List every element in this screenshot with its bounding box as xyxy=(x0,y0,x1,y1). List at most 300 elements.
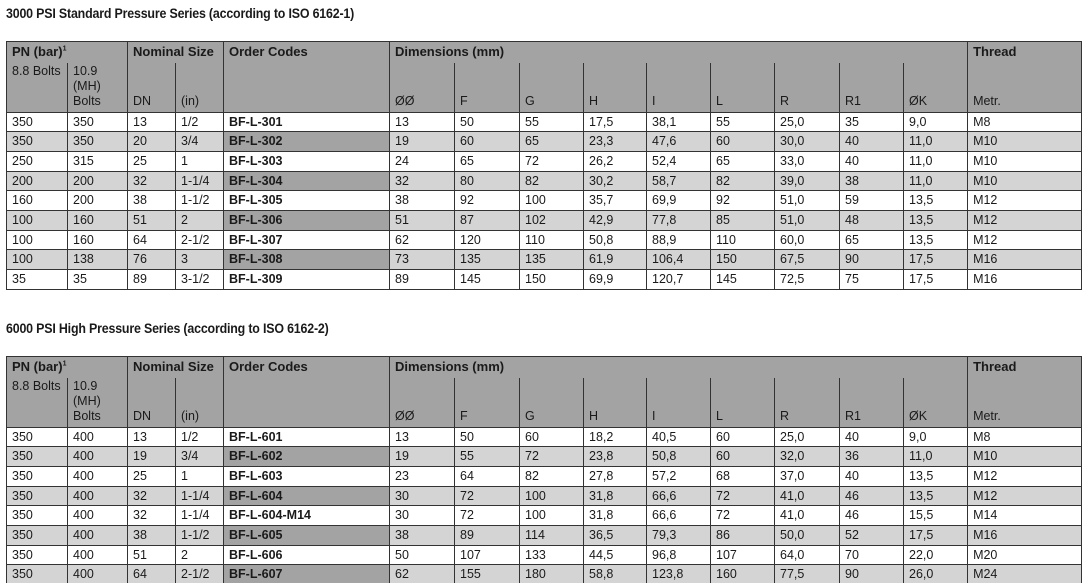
pn-8-8-cell: 250 xyxy=(7,151,68,171)
dim-i-cell: 40,5 xyxy=(647,427,711,447)
order-code-cell: BF-L-301 xyxy=(224,112,390,132)
inch-cell: 2 xyxy=(176,210,224,230)
dim-i-cell: 106,4 xyxy=(647,250,711,270)
dn-cell: 19 xyxy=(128,447,176,467)
dim-h-cell: 17,5 xyxy=(584,112,647,132)
dim-ok-cell: 9,0 xyxy=(904,112,968,132)
dim-f-cell: 60 xyxy=(455,132,520,152)
dim-r1-cell: 46 xyxy=(840,506,904,526)
pn-8-8-cell: 350 xyxy=(7,132,68,152)
dim-f-cell: 87 xyxy=(455,210,520,230)
dim-r1-cell: 52 xyxy=(840,525,904,545)
dn-cell: 64 xyxy=(128,565,176,583)
dim-r1-cell: 40 xyxy=(840,132,904,152)
inch-cell: 2-1/2 xyxy=(176,230,224,250)
table-row xyxy=(7,466,1082,486)
dim-l-header: L xyxy=(711,378,775,428)
thread-cell: M12 xyxy=(968,210,1082,230)
dim-l-cell: 72 xyxy=(711,506,775,526)
dim-h-cell: 61,9 xyxy=(584,250,647,270)
dim-r1-cell: 40 xyxy=(840,427,904,447)
dim-h-cell: 18,2 xyxy=(584,427,647,447)
dim-r-cell: 50,0 xyxy=(775,525,840,545)
dim-r-cell: 39,0 xyxy=(775,171,840,191)
dim-ok-cell: 9,0 xyxy=(904,427,968,447)
dim-f-cell: 155 xyxy=(455,565,520,583)
dim-l-cell: 60 xyxy=(711,427,775,447)
dn-cell: 51 xyxy=(128,210,176,230)
thread-cell: M8 xyxy=(968,112,1082,132)
order-codes-header: Order Codes xyxy=(224,42,390,113)
dim-i-cell: 77,8 xyxy=(647,210,711,230)
dim-h-cell: 27,8 xyxy=(584,466,647,486)
dim-o0-cell: 50 xyxy=(390,545,455,565)
dim-o0-cell: 62 xyxy=(390,565,455,583)
thread-cell: M12 xyxy=(968,230,1082,250)
inch-cell: 1/2 xyxy=(176,427,224,447)
order-code-cell: BF-L-604 xyxy=(224,486,390,506)
dim-ok-cell: 17,5 xyxy=(904,270,968,290)
dim-o0-cell: 30 xyxy=(390,486,455,506)
pn-10-9-cell: 350 xyxy=(68,132,128,152)
dim-o0-cell: 23 xyxy=(390,466,455,486)
dim-o0-header: ØØ xyxy=(390,378,455,428)
dim-i-cell: 38,1 xyxy=(647,112,711,132)
table-row xyxy=(7,112,1082,132)
nominal-size-header: Nominal Size xyxy=(128,357,224,378)
thread-cell: M16 xyxy=(968,525,1082,545)
dim-i-cell: 120,7 xyxy=(647,270,711,290)
inch-cell: 3/4 xyxy=(176,132,224,152)
dim-ok-header: ØK xyxy=(904,63,968,113)
dim-h-cell: 31,8 xyxy=(584,486,647,506)
thread-cell: M14 xyxy=(968,506,1082,526)
thread-metr-header: Metr. xyxy=(968,63,1082,113)
dim-ok-cell: 13,5 xyxy=(904,230,968,250)
dim-l-cell: 145 xyxy=(711,270,775,290)
bolts-8-8-header: 8.8 Bolts xyxy=(7,63,68,113)
pn-8-8-cell: 350 xyxy=(7,506,68,526)
dim-r1-cell: 59 xyxy=(840,191,904,211)
dim-g-cell: 135 xyxy=(520,250,584,270)
dim-ok-header: ØK xyxy=(904,378,968,428)
table-row xyxy=(7,447,1082,467)
dim-o0-cell: 38 xyxy=(390,191,455,211)
pn-header: PN (bar)$^1$ xyxy=(7,42,128,63)
dim-ok-cell: 13,5 xyxy=(904,191,968,211)
dim-r1-cell: 46 xyxy=(840,486,904,506)
pn-8-8-cell: 350 xyxy=(7,112,68,132)
pn-10-9-cell: 138 xyxy=(68,250,128,270)
dn-header: DN xyxy=(128,63,176,113)
nominal-size-header: Nominal Size xyxy=(128,42,224,63)
dim-o0-cell: 19 xyxy=(390,447,455,467)
dim-r1-cell: 75 xyxy=(840,270,904,290)
table-row xyxy=(7,506,1082,526)
dim-r1-cell: 65 xyxy=(840,230,904,250)
table-row xyxy=(7,545,1082,565)
pn-10-9-cell: 400 xyxy=(68,565,128,583)
dimensions-header: Dimensions (mm) xyxy=(390,357,968,378)
dim-r1-cell: 40 xyxy=(840,466,904,486)
dim-r1-cell: 90 xyxy=(840,250,904,270)
dim-f-cell: 80 xyxy=(455,171,520,191)
pn-8-8-cell: 350 xyxy=(7,447,68,467)
inch-cell: 2 xyxy=(176,545,224,565)
pn-10-9-cell: 400 xyxy=(68,486,128,506)
dim-g-cell: 100 xyxy=(520,191,584,211)
bolts-10-9-header: 10.9 (MH) Bolts xyxy=(68,63,128,113)
dim-r-cell: 37,0 xyxy=(775,466,840,486)
order-code-cell: BF-L-302 xyxy=(224,132,390,152)
section-title-standard-pressure: 3000 PSI Standard Pressure Series (according to ISO 6162-1) xyxy=(6,6,355,21)
pn-10-9-cell: 400 xyxy=(68,506,128,526)
dn-cell: 32 xyxy=(128,171,176,191)
dim-ok-cell: 13,5 xyxy=(904,486,968,506)
dim-ok-cell: 11,0 xyxy=(904,151,968,171)
dim-r1-cell: 38 xyxy=(840,171,904,191)
dim-g-cell: 82 xyxy=(520,171,584,191)
dim-ok-cell: 13,5 xyxy=(904,466,968,486)
thread-metr-header: Metr. xyxy=(968,378,1082,428)
pn-8-8-cell: 160 xyxy=(7,191,68,211)
dim-g-cell: 150 xyxy=(520,270,584,290)
dim-h-header: H xyxy=(584,63,647,113)
dim-r-cell: 33,0 xyxy=(775,151,840,171)
dim-r-cell: 41,0 xyxy=(775,506,840,526)
dim-f-cell: 92 xyxy=(455,191,520,211)
table-row xyxy=(7,210,1082,230)
pn-10-9-cell: 35 xyxy=(68,270,128,290)
order-code-cell: BF-L-307 xyxy=(224,230,390,250)
dim-i-cell: 47,6 xyxy=(647,132,711,152)
inch-cell: 1-1/2 xyxy=(176,191,224,211)
dim-l-cell: 92 xyxy=(711,191,775,211)
dim-i-cell: 52,4 xyxy=(647,151,711,171)
dim-h-cell: 58,8 xyxy=(584,565,647,583)
dim-r-cell: 67,5 xyxy=(775,250,840,270)
dim-l-cell: 107 xyxy=(711,545,775,565)
dim-g-header: G xyxy=(520,378,584,428)
pn-8-8-cell: 100 xyxy=(7,250,68,270)
dim-ok-cell: 22,0 xyxy=(904,545,968,565)
dim-o0-cell: 73 xyxy=(390,250,455,270)
dim-i-cell: 96,8 xyxy=(647,545,711,565)
dn-cell: 25 xyxy=(128,151,176,171)
pn-10-9-cell: 200 xyxy=(68,191,128,211)
dim-ok-cell: 13,5 xyxy=(904,210,968,230)
dim-l-cell: 55 xyxy=(711,112,775,132)
pn-10-9-cell: 160 xyxy=(68,210,128,230)
table-row xyxy=(7,171,1082,191)
pn-10-9-cell: 400 xyxy=(68,545,128,565)
dim-o0-cell: 62 xyxy=(390,230,455,250)
dim-h-cell: 30,2 xyxy=(584,171,647,191)
thread-cell: M10 xyxy=(968,171,1082,191)
table-row xyxy=(7,525,1082,545)
dim-f-cell: 72 xyxy=(455,506,520,526)
dim-f-header: F xyxy=(455,378,520,428)
dim-o0-cell: 38 xyxy=(390,525,455,545)
dim-g-cell: 100 xyxy=(520,486,584,506)
dim-l-cell: 72 xyxy=(711,486,775,506)
inch-cell: 1-1/4 xyxy=(176,486,224,506)
thread-header: Thread xyxy=(968,42,1082,63)
order-code-cell: BF-L-305 xyxy=(224,191,390,211)
order-code-cell: BF-L-607 xyxy=(224,565,390,583)
dim-i-header: I xyxy=(647,63,711,113)
high-pressure-rows xyxy=(7,427,1082,583)
dim-i-header: I xyxy=(647,378,711,428)
dn-header: DN xyxy=(128,378,176,428)
order-code-cell: BF-L-606 xyxy=(224,545,390,565)
dim-r1-cell: 40 xyxy=(840,151,904,171)
dim-o0-cell: 30 xyxy=(390,506,455,526)
thread-cell: M8 xyxy=(968,427,1082,447)
dim-i-cell: 58,7 xyxy=(647,171,711,191)
pn-8-8-cell: 350 xyxy=(7,486,68,506)
pn-8-8-cell: 350 xyxy=(7,427,68,447)
dim-r-cell: 32,0 xyxy=(775,447,840,467)
dim-h-cell: 35,7 xyxy=(584,191,647,211)
dim-g-cell: 65 xyxy=(520,132,584,152)
order-code-cell: BF-L-308 xyxy=(224,250,390,270)
dim-r-cell: 51,0 xyxy=(775,191,840,211)
dim-i-cell: 66,6 xyxy=(647,506,711,526)
table-row xyxy=(7,132,1082,152)
inch-cell: 3-1/2 xyxy=(176,270,224,290)
inch-cell: 1/2 xyxy=(176,112,224,132)
dn-cell: 32 xyxy=(128,506,176,526)
dim-o0-header: ØØ xyxy=(390,63,455,113)
table-row xyxy=(7,151,1082,171)
dim-h-cell: 69,9 xyxy=(584,270,647,290)
inch-cell: 1-1/2 xyxy=(176,525,224,545)
inch-cell: 3 xyxy=(176,250,224,270)
thread-cell: M20 xyxy=(968,545,1082,565)
inch-cell: 1-1/4 xyxy=(176,506,224,526)
thread-cell: M12 xyxy=(968,486,1082,506)
dim-l-cell: 150 xyxy=(711,250,775,270)
pn-10-9-cell: 400 xyxy=(68,525,128,545)
dim-o0-cell: 19 xyxy=(390,132,455,152)
table-row xyxy=(7,191,1082,211)
pn-8-8-cell: 100 xyxy=(7,230,68,250)
dim-h-cell: 42,9 xyxy=(584,210,647,230)
inch-header: (in) xyxy=(176,378,224,428)
dim-ok-cell: 11,0 xyxy=(904,447,968,467)
dim-f-cell: 50 xyxy=(455,112,520,132)
dn-cell: 25 xyxy=(128,466,176,486)
dim-h-cell: 44,5 xyxy=(584,545,647,565)
order-codes-header: Order Codes xyxy=(224,357,390,428)
inch-cell: 1 xyxy=(176,466,224,486)
thread-cell: M10 xyxy=(968,151,1082,171)
pn-8-8-cell: 350 xyxy=(7,545,68,565)
table-row xyxy=(7,486,1082,506)
table-row xyxy=(7,270,1082,290)
standard-pressure-rows xyxy=(7,112,1082,289)
table-row xyxy=(7,427,1082,447)
dim-i-cell: 69,9 xyxy=(647,191,711,211)
thread-header: Thread xyxy=(968,357,1082,378)
dim-ok-cell: 17,5 xyxy=(904,250,968,270)
dim-g-cell: 55 xyxy=(520,112,584,132)
pn-10-9-cell: 160 xyxy=(68,230,128,250)
dim-i-cell: 88,9 xyxy=(647,230,711,250)
dn-cell: 38 xyxy=(128,191,176,211)
dim-r1-cell: 36 xyxy=(840,447,904,467)
dim-g-header: G xyxy=(520,63,584,113)
dn-cell: 64 xyxy=(128,230,176,250)
order-code-cell: BF-L-602 xyxy=(224,447,390,467)
pn-8-8-cell: 350 xyxy=(7,525,68,545)
dim-h-cell: 36,5 xyxy=(584,525,647,545)
section-title-high-pressure: 6000 PSI High Pressure Series (according to ISO 6162-2) xyxy=(6,321,329,336)
dim-r-cell: 30,0 xyxy=(775,132,840,152)
dim-l-cell: 110 xyxy=(711,230,775,250)
dim-h-cell: 23,3 xyxy=(584,132,647,152)
dim-o0-cell: 13 xyxy=(390,112,455,132)
dim-g-cell: 110 xyxy=(520,230,584,250)
inch-cell: 3/4 xyxy=(176,447,224,467)
inch-cell: 1-1/4 xyxy=(176,171,224,191)
dim-l-cell: 60 xyxy=(711,132,775,152)
dim-ok-cell: 11,0 xyxy=(904,171,968,191)
pn-10-9-cell: 400 xyxy=(68,427,128,447)
dim-g-cell: 100 xyxy=(520,506,584,526)
thread-cell: M10 xyxy=(968,132,1082,152)
dim-o0-cell: 51 xyxy=(390,210,455,230)
thread-cell: M12 xyxy=(968,191,1082,211)
table-row xyxy=(7,230,1082,250)
pn-8-8-cell: 200 xyxy=(7,171,68,191)
dim-r-header: R xyxy=(775,63,840,113)
dim-l-cell: 82 xyxy=(711,171,775,191)
dim-r-cell: 72,5 xyxy=(775,270,840,290)
dim-l-cell: 65 xyxy=(711,151,775,171)
dim-ok-cell: 26,0 xyxy=(904,565,968,583)
dim-h-header: H xyxy=(584,378,647,428)
dim-l-cell: 68 xyxy=(711,466,775,486)
dn-cell: 38 xyxy=(128,525,176,545)
table-row xyxy=(7,250,1082,270)
dim-o0-cell: 24 xyxy=(390,151,455,171)
dimensions-header: Dimensions (mm) xyxy=(390,42,968,63)
dim-i-cell: 79,3 xyxy=(647,525,711,545)
dim-g-cell: 60 xyxy=(520,427,584,447)
dim-r1-header: R1 xyxy=(840,63,904,113)
dim-l-cell: 86 xyxy=(711,525,775,545)
dim-r1-cell: 70 xyxy=(840,545,904,565)
dim-h-cell: 23,8 xyxy=(584,447,647,467)
dim-r-cell: 60,0 xyxy=(775,230,840,250)
dn-cell: 32 xyxy=(128,486,176,506)
dim-f-cell: 64 xyxy=(455,466,520,486)
order-code-cell: BF-L-306 xyxy=(224,210,390,230)
pn-10-9-cell: 400 xyxy=(68,466,128,486)
pn-10-9-cell: 350 xyxy=(68,112,128,132)
dn-cell: 20 xyxy=(128,132,176,152)
dn-cell: 13 xyxy=(128,112,176,132)
thread-cell: M24 xyxy=(968,565,1082,583)
inch-header: (in) xyxy=(176,63,224,113)
dim-l-cell: 160 xyxy=(711,565,775,583)
dim-r-cell: 41,0 xyxy=(775,486,840,506)
table-row xyxy=(7,565,1082,583)
dim-r1-cell: 35 xyxy=(840,112,904,132)
order-code-cell: BF-L-605 xyxy=(224,525,390,545)
dim-r-cell: 64,0 xyxy=(775,545,840,565)
pn-10-9-cell: 315 xyxy=(68,151,128,171)
thread-cell: M16 xyxy=(968,250,1082,270)
dim-g-cell: 114 xyxy=(520,525,584,545)
dn-cell: 51 xyxy=(128,545,176,565)
dim-i-cell: 123,8 xyxy=(647,565,711,583)
dim-g-cell: 72 xyxy=(520,447,584,467)
high-pressure-table xyxy=(6,356,1082,583)
dim-g-cell: 72 xyxy=(520,151,584,171)
order-code-cell: BF-L-604-M14 xyxy=(224,506,390,526)
dim-f-cell: 107 xyxy=(455,545,520,565)
dim-f-header: F xyxy=(455,63,520,113)
thread-cell: M16 xyxy=(968,270,1082,290)
dim-f-cell: 135 xyxy=(455,250,520,270)
dim-ok-cell: 15,5 xyxy=(904,506,968,526)
dim-l-cell: 60 xyxy=(711,447,775,467)
dim-i-cell: 66,6 xyxy=(647,486,711,506)
dn-cell: 13 xyxy=(128,427,176,447)
dim-f-cell: 120 xyxy=(455,230,520,250)
dim-o0-cell: 13 xyxy=(390,427,455,447)
dim-r-header: R xyxy=(775,378,840,428)
thread-cell: M12 xyxy=(968,466,1082,486)
dim-r-cell: 51,0 xyxy=(775,210,840,230)
pn-8-8-cell: 100 xyxy=(7,210,68,230)
dim-g-cell: 82 xyxy=(520,466,584,486)
dn-cell: 89 xyxy=(128,270,176,290)
pn-header: PN (bar)$^1$ xyxy=(7,357,128,378)
dim-r1-header: R1 xyxy=(840,378,904,428)
order-code-cell: BF-L-309 xyxy=(224,270,390,290)
dim-h-cell: 50,8 xyxy=(584,230,647,250)
dim-ok-cell: 17,5 xyxy=(904,525,968,545)
dim-f-cell: 145 xyxy=(455,270,520,290)
dim-f-cell: 65 xyxy=(455,151,520,171)
order-code-cell: BF-L-303 xyxy=(224,151,390,171)
order-code-cell: BF-L-603 xyxy=(224,466,390,486)
thread-cell: M10 xyxy=(968,447,1082,467)
dim-h-cell: 26,2 xyxy=(584,151,647,171)
dim-o0-cell: 89 xyxy=(390,270,455,290)
dim-g-cell: 102 xyxy=(520,210,584,230)
order-code-cell: BF-L-304 xyxy=(224,171,390,191)
order-code-cell: BF-L-601 xyxy=(224,427,390,447)
dim-l-header: L xyxy=(711,63,775,113)
dim-g-cell: 180 xyxy=(520,565,584,583)
inch-cell: 1 xyxy=(176,151,224,171)
pn-8-8-cell: 350 xyxy=(7,565,68,583)
dim-r1-cell: 48 xyxy=(840,210,904,230)
dim-f-cell: 55 xyxy=(455,447,520,467)
dim-r-cell: 25,0 xyxy=(775,427,840,447)
pn-8-8-cell: 350 xyxy=(7,466,68,486)
dim-h-cell: 31,8 xyxy=(584,506,647,526)
dim-r-cell: 25,0 xyxy=(775,112,840,132)
bolts-10-9-header: 10.9 (MH) Bolts xyxy=(68,378,128,428)
pn-10-9-cell: 400 xyxy=(68,447,128,467)
dim-g-cell: 133 xyxy=(520,545,584,565)
